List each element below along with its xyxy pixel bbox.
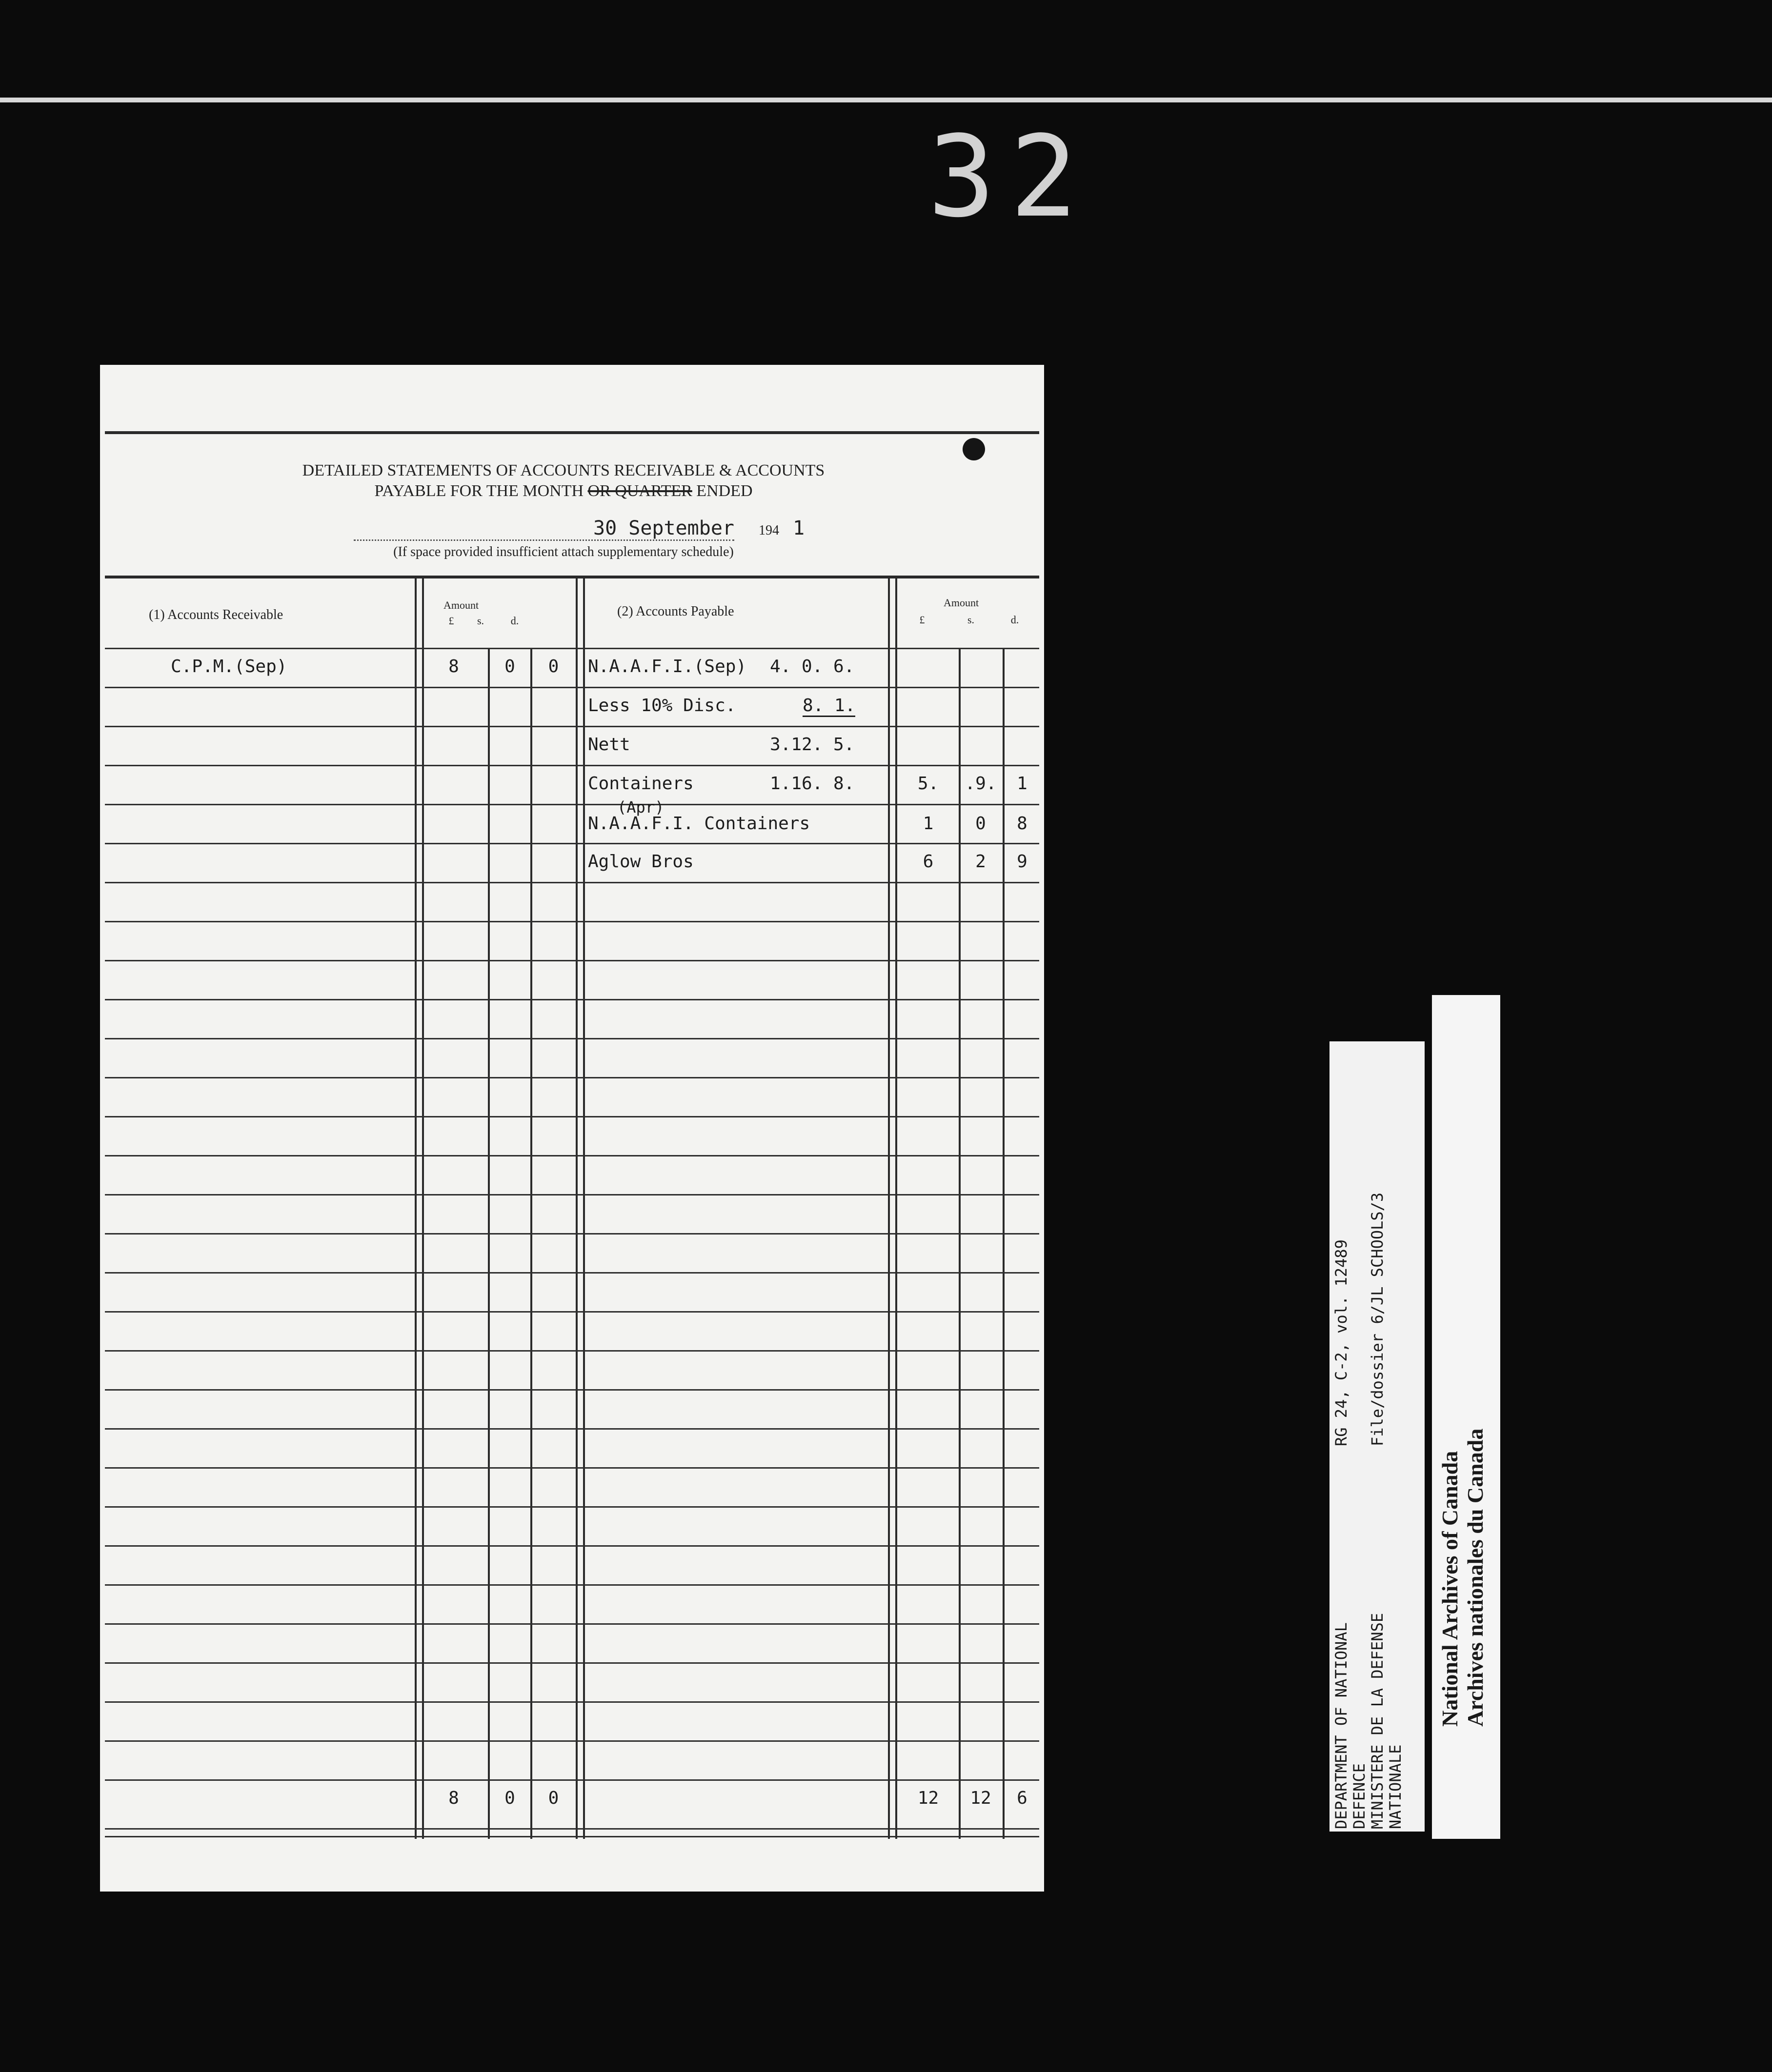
ruled-line — [105, 882, 1039, 883]
payable-row-note: (Apr) — [617, 798, 664, 817]
receivable-heading: (1) Accounts Receivable — [149, 607, 283, 622]
payable-row-s: 0 — [975, 814, 986, 834]
archives-stamp-label — [1432, 995, 1500, 1839]
receivable-row-desc: C.P.M.(Sep) — [171, 657, 287, 677]
payable-row-sub: 1.16. 8. — [770, 774, 855, 794]
ruled-line — [105, 960, 1039, 961]
ruled-line — [105, 843, 1039, 844]
payable-pound-col: £ — [919, 614, 925, 626]
payable-d-col: d. — [1010, 614, 1019, 626]
ruled-line — [105, 1038, 1039, 1039]
ruled-line — [105, 921, 1039, 922]
dept-line-1: DEPARTMENT OF NATIONAL — [1332, 1622, 1350, 1829]
archive-reference-label — [1329, 1041, 1425, 1832]
receivable-total-pound: 8 — [448, 1788, 459, 1808]
ruled-line — [105, 1233, 1039, 1235]
ruled-line — [105, 1623, 1039, 1625]
rg-reference: RG 24, C-2, vol. 12489 — [1332, 1239, 1350, 1446]
payable-amount-label: Amount — [943, 597, 979, 609]
receivable-row-d: 0 — [548, 657, 559, 677]
payable-row-desc: Less 10% Disc. — [588, 696, 736, 716]
col-line — [530, 648, 532, 1839]
payable-row-sub: 8. 1. — [803, 696, 855, 717]
payable-row-desc: Aglow Bros — [588, 852, 694, 872]
col-line — [488, 648, 490, 1839]
ruled-line — [105, 687, 1039, 688]
payable-row-d: 9 — [1017, 852, 1027, 872]
year-prefix: 194 — [759, 523, 779, 538]
ruled-line — [105, 1155, 1039, 1156]
ruled-line — [105, 1272, 1039, 1274]
total-rule — [105, 1828, 1039, 1830]
frame-number: 32 — [927, 112, 1092, 242]
period-date: 30 September — [354, 517, 734, 541]
col-line — [959, 648, 961, 1839]
receivable-total-s: 0 — [504, 1788, 515, 1808]
dept-line-4: NATIONALE — [1386, 1744, 1405, 1829]
payable-row-d: 8 — [1017, 814, 1027, 834]
ruled-line — [105, 1077, 1039, 1078]
payable-row-desc: Nett — [588, 735, 630, 755]
payable-row-sub: 4. 0. 6. — [770, 657, 855, 677]
ruled-line — [105, 1740, 1039, 1742]
payable-row-desc: N.A.A.F.I.(Sep) — [588, 657, 747, 677]
payable-row-desc: N.A.A.F.I. Containers — [588, 814, 810, 834]
payable-row-d: 1 — [1017, 774, 1027, 794]
ruled-line — [105, 1311, 1039, 1313]
table-top-rule — [105, 576, 1039, 578]
payable-row-pound: 6 — [923, 852, 934, 872]
year-digit: 1 — [793, 517, 805, 539]
payable-row-pound: 1 — [923, 814, 934, 834]
ruled-line — [105, 999, 1039, 1000]
payable-total-d: 6 — [1017, 1788, 1027, 1808]
struck-text: OR QUARTER — [587, 482, 692, 500]
payable-row-s: 2 — [975, 852, 986, 872]
ruled-line — [105, 1662, 1039, 1664]
ruled-line — [105, 804, 1039, 805]
ruled-line — [105, 1467, 1039, 1469]
dept-line-2: DEFENCE — [1350, 1763, 1369, 1829]
payable-row-s: .9. — [965, 774, 997, 794]
payable-total-pound: 12 — [917, 1788, 939, 1808]
ruled-line — [105, 1116, 1039, 1117]
ruled-line — [105, 1779, 1039, 1781]
ruled-line — [105, 1506, 1039, 1508]
receivable-s-col: s. — [477, 615, 484, 627]
ruled-line — [105, 1389, 1039, 1391]
payable-total-s: 12 — [970, 1788, 991, 1808]
archives-name-en: National Archives of Canada — [1437, 1451, 1462, 1727]
archives-name-fr: Archives nationales du Canada — [1463, 1428, 1488, 1727]
ruled-line — [105, 1350, 1039, 1352]
payable-row-pound: 5. — [917, 774, 939, 794]
ruled-line — [105, 1545, 1039, 1547]
payable-row-desc: Containers — [588, 774, 694, 794]
ledger-document — [100, 365, 1044, 1892]
dept-line-3: MINISTERE DE LA DEFENSE — [1368, 1613, 1387, 1829]
receivable-amount-label: Amount — [443, 599, 479, 611]
payable-heading: (2) Accounts Payable — [617, 604, 734, 619]
title-line-2: PAYABLE FOR THE MONTH OR QUARTER ENDED — [374, 482, 753, 500]
receivable-d-col: d. — [510, 615, 519, 627]
ruled-line — [105, 765, 1039, 766]
instruction-note: (If space provided insufficient attach supplementary schedule) — [393, 544, 734, 559]
title-line-1: DETAILED STATEMENTS OF ACCOUNTS RECEIVABLE & ACCOUNTS — [302, 461, 825, 479]
ruled-line — [105, 1194, 1039, 1195]
film-separator-line — [0, 98, 1772, 102]
ruled-line — [105, 726, 1039, 727]
receivable-row-pound: 8 — [448, 657, 459, 677]
punch-hole — [963, 438, 985, 460]
col-line — [1003, 648, 1005, 1839]
top-rule — [105, 431, 1039, 434]
ruled-line — [105, 1428, 1039, 1430]
receivable-row-s: 0 — [504, 657, 515, 677]
ruled-line — [105, 1584, 1039, 1586]
receivable-pound-col: £ — [448, 615, 454, 627]
ruled-line — [105, 648, 1039, 649]
payable-row-sub: 3.12. 5. — [770, 735, 855, 755]
file-reference: File/dossier 6/JL SCHOOLS/3 — [1368, 1192, 1387, 1446]
receivable-total-d: 0 — [548, 1788, 559, 1808]
total-rule — [105, 1836, 1039, 1837]
payable-s-col: s. — [967, 614, 975, 626]
ruled-line — [105, 1701, 1039, 1703]
